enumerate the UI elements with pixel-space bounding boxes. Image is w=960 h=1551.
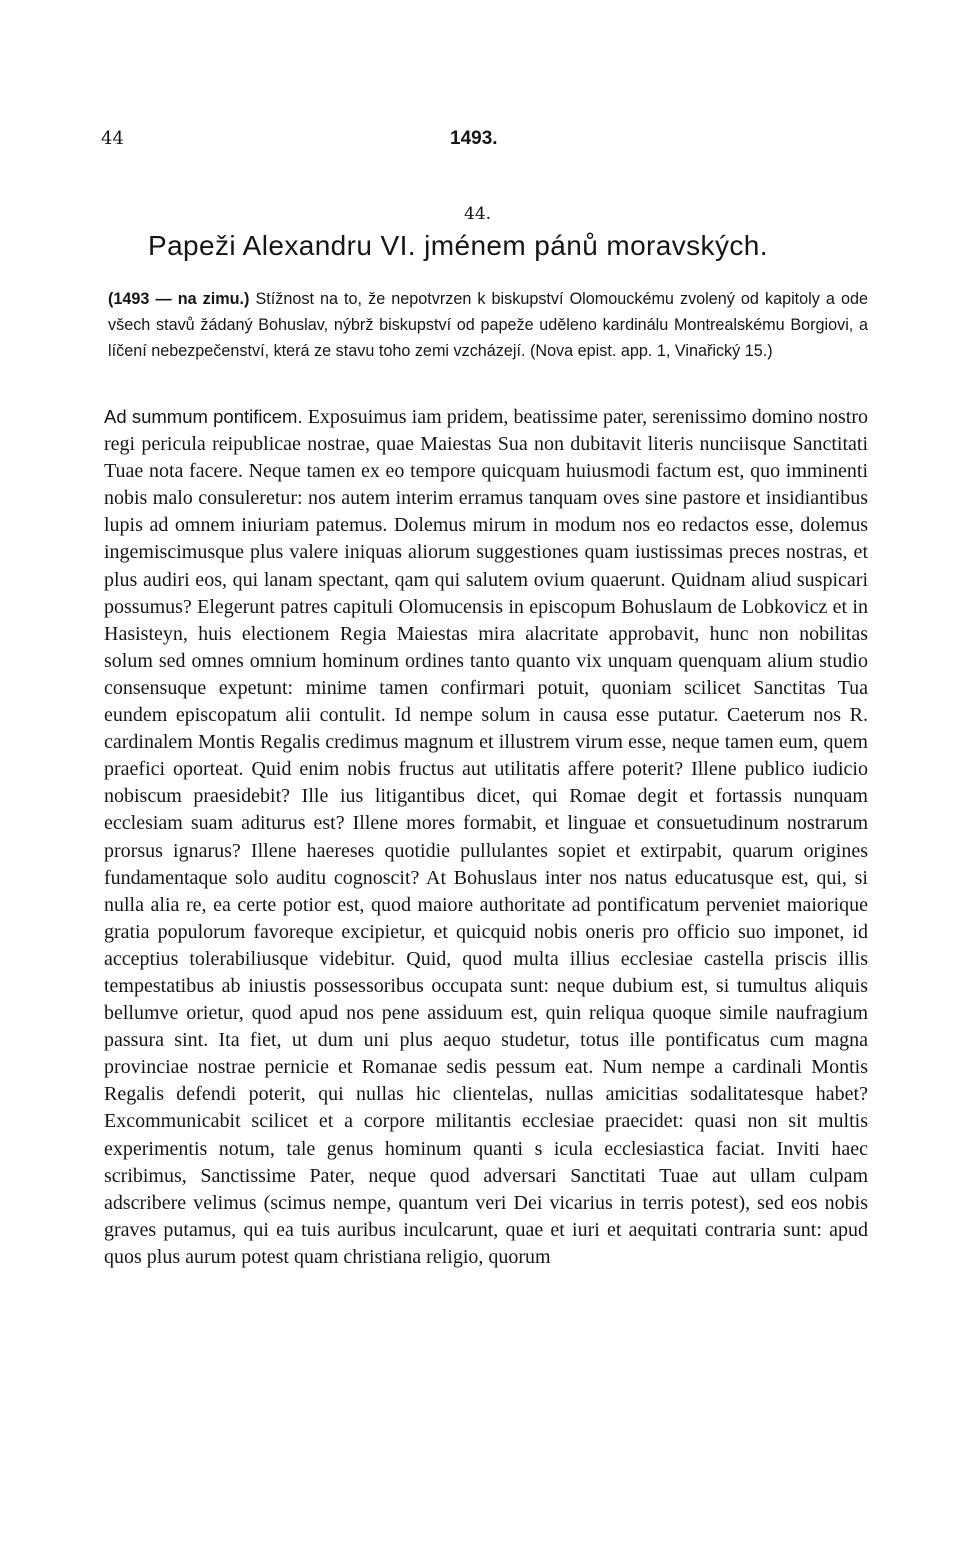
- page-number: 44: [101, 128, 124, 149]
- document-number: 44.: [464, 204, 492, 224]
- letter-text: Exposuimus iam pridem, beatissime pater, serenissimo domino nostro regi pericula reipublicae nostrae, quae Maiestas Sua non dubitavit literis nunciisque Sanctitati Tuae nota facere. Neque tamen ex eo tempore quicquam huiusmodi factum est, quo imminenti nobis malo consuleretur: nos autem interim erramus tanquam oves sine pastore et insidiantibus lupis ad omnem iniuriam patemus. Dolemus mirum in modum nos eo redactos esse, dolemus ingemiscimusque plus valere iniquas aliorum suggestiones quam iustissimas preces nostras, et plus audiri eos, qui lanam spectant, qam qui salutem ovium quaerunt. Quidnam aliud suspicari possumus? Elegerunt patres capituli Olomucensis in episcopum Bohuslaum de Lobkovicz et in Hasisteyn, huis electionem Regia Maiestas mira alacritate approbavit, hunc non nobilitas solum sed omnes omnium hominum ordines tanto quanto vix unquam quenquam alium studio consensuque expetunt: minime tamen confirmari potuit, quoniam scilicet Sanctitas Tua eundem episcopatum alii contulit. Id nempe solum in causa esse putatur. Caeterum nos R. cardinalem Montis Regalis credimus magnum et illustrem virum esse, neque tamen eum, quem praefici oporteat. Quid enim nobis fructus aut utilitatis affere poterit? Illene publico iudicio nobiscum praesidebit? Ille ius litigantibus dicet, qui Romae degit et fortassis nunquam ecclesiam suam aditurus est? Illene mores formabit, et linguae et consuetudinum nostrarum prorsus ignarus? Illene haereses quotidie pullulantes sopiet et extirpabit, quarum origines fundamentaque solo auditu cognoscit? At Bohuslaus inter nos natus educatusque est, qui, si nulla alia re, ea certe potior est, quod maiore authoritate ad pontificatum perveniet maiorique gratia populorum favoreque excipietur, et quicquid nobis oneris pro officio suo imponet, id acceptius tolerabiliusque videbitur. Quid, quod multa illius ecclesiae castella priscis illis tempestatibus ab iniustis possessoribus occupata sunt: neque dubium est, si tumultus aliquis bellumve orietur, quod apud nos pene assiduum est, quin reliqua quoque simile naufragium passura sint. Ita fiet, ut dum uni plus aequo studetur, totus ille pontificatus cum magna provinciae nostrae pernicie et Romanae sedis pessum eat. Num nempe a cardinali Montis Regalis defendi poterit, qui nullas hic clientelas, nullas amicitias sodalitatesque habet? Excommunicabit scilicet et a corpore militantis ecclesiae praecidet: quasi non sit multis experimentis notum, tale genus hominum quanti s icula ecclesiastica faciat. Inviti haec scribimus, Sanctissime Pater, neque quod adversari Sanctitati Tuae aut ullam culpam adscribere velimus (scimus nempe, quantum veri Dei vicarius in terris potest), sed eos nobis graves putamus, qui ea tuis auribus inculcarunt, quae et iuri et aequitati contraria sunt: apud quos plus aurum potest quam christiana religio, quorum: [104, 406, 868, 1268]
- document-regest: [108, 286, 868, 364]
- regest-text: Stížnost na to, že nepotvrzen k biskupství Olomouckému zvolený od kapitoly a ode všech stavů žádaný Bohuslav, nýbrž biskupství od papeže uděleno kardinálu Montrealskému Borgiovi, a líčení nebezpečenství, která ze stavu toho zemi vzcházejí. (Nova epist. app. 1, Vinařický 15.): [108, 290, 868, 360]
- running-year: 1493.: [450, 128, 498, 149]
- letter-opening: Ad summum pontificem.: [104, 406, 303, 427]
- regest-date: (1493 — na zimu.): [108, 290, 250, 308]
- running-header: [0, 128, 960, 158]
- letter-body: [104, 403, 868, 1271]
- document-title: Papeži Alexandru VI. jménem pánů moravských.: [148, 230, 768, 261]
